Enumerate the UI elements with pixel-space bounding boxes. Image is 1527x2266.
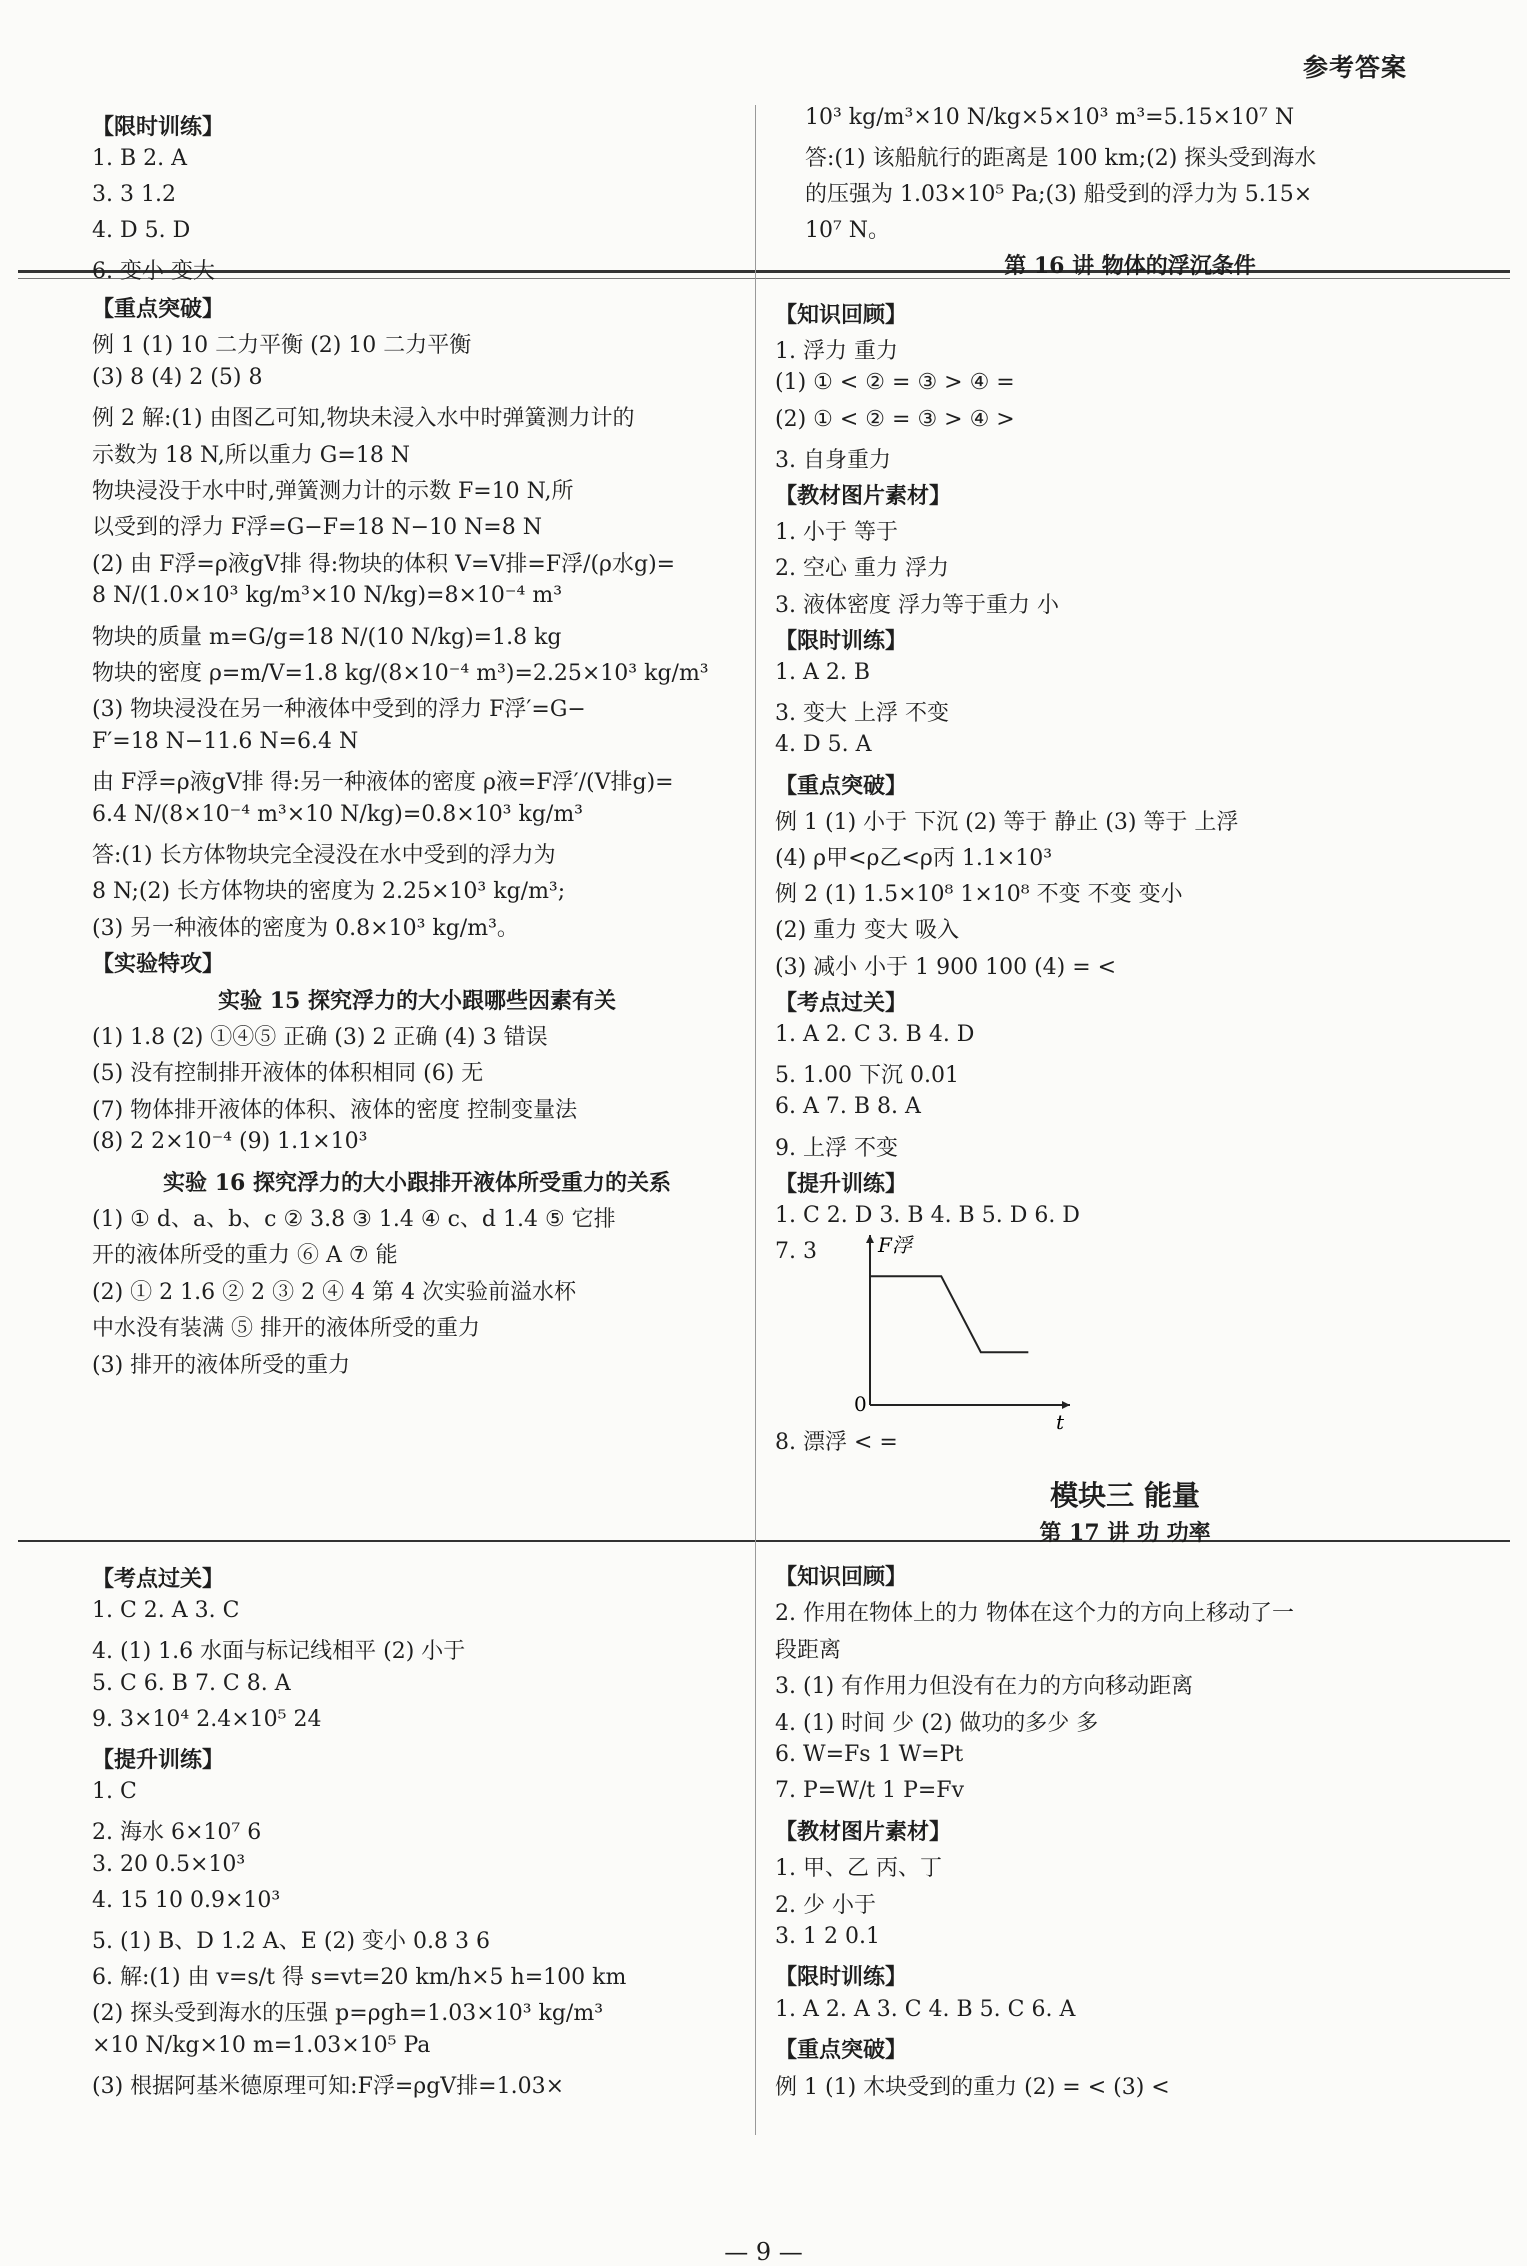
right-top-line: 10⁷ N。 [805,218,891,243]
left-mid-line: (2) 由 F浮=ρ液gV排 得:物块的体积 V=V排=F浮/(ρ水g)= [92,551,676,577]
right-mid-line: 8. 漂浮 < = [775,1430,898,1456]
left-bottom-line: (2) 探头受到海水的压强 p=ρgh=1.03×10³ kg/m³ [92,2001,604,2027]
right-mid-line: 【限时训练】 [775,627,908,654]
left-mid-line: 以受到的浮力 F浮=G−F=18 N−10 N=8 N [92,515,542,541]
buoyancy-time-chart [850,1230,1080,1430]
right-mid-line: 1. A 2. C 3. B 4. D [775,1022,975,1047]
left-mid-line: (3) 8 (4) 2 (5) 8 [92,364,263,390]
left-mid-line: (3) 另一种液体的密度为 0.8×10³ kg/m³。 [92,915,519,941]
right-mid-line: 例 1 (1) 小于 下沉 (2) 等于 静止 (3) 等于 上浮 [775,809,1239,835]
left-bottom-line: 5. C 6. B 7. C 8. A [92,1670,291,1696]
right-mid-line: 模块三 能量 [1050,1478,1200,1512]
right-bottom-line: 例 1 (1) 木块受到的重力 (2) = < (3) < [775,2074,1170,2100]
right-bottom-line: 段距离 [775,1637,842,1663]
right-mid-line: (1) ① < ② = ③ > ④ = [775,370,1015,396]
right-bottom-line: 【限时训练】 [775,1964,908,1991]
right-bottom-line: 3. (1) 有作用力但没有在力的方向移动距离 [775,1674,1194,1700]
left-mid-line: 实验 16 探究浮力的大小跟排开液体所受重力的关系 [163,1169,671,1196]
right-mid-line: 第 17 讲 功 功率 [1039,1519,1211,1546]
left-mid-line: (3) 物块浸没在另一种液体中受到的浮力 F浮′=G− [92,697,586,723]
left-top-line: 1. B 2. A [92,146,188,171]
left-bottom-line: 【提升训练】 [92,1747,225,1773]
x-axis-arrow [1062,1401,1070,1409]
left-mid-line: 【重点突破】 [92,296,225,322]
left-mid-line: (1) ① d、a、b、c ② 3.8 ③ 1.4 ④ c、d 1.4 ⑤ 它排 [92,1207,616,1232]
left-mid-line: 物块的密度 ρ=m/V=1.8 kg/(8×10⁻⁴ m³)=2.25×10³ kg/m³ [92,661,709,686]
left-mid-line: 开的液体所受的重力 ⑥ A ⑦ 能 [92,1243,398,1269]
right-top-line: 的压强为 1.03×10⁵ Pa;(3) 船受到的浮力为 5.15× [805,182,1313,207]
right-bottom-line: 【重点突破】 [775,2037,908,2064]
left-top-line: 4. D 5. D [92,218,191,243]
left-top-line: 【限时训练】 [92,114,225,140]
right-bottom-line: 6. W=Fs 1 W=Pt [775,1742,964,1767]
right-bottom-line: 【教材图片素材】 [775,1818,952,1845]
x-axis-label: t [1056,1410,1065,1430]
right-mid-line: 2. 空心 重力 浮力 [775,556,949,582]
right-mid-line: 3. 自身重力 [775,447,891,473]
right-mid-line: 5. 1.00 下沉 0.01 [775,1063,959,1089]
right-mid-line: 4. D 5. A [775,732,872,758]
column-divider [755,105,756,2135]
right-bottom-line: 【知识回顾】 [775,1564,908,1590]
left-mid-line: (1) 1.8 (2) ①④⑤ 正确 (3) 2 正确 (4) 3 错误 [92,1025,548,1050]
left-mid-line: (8) 2 2×10⁻⁴ (9) 1.1×10³ [92,1129,368,1155]
left-bottom-line: 1. C 2. A 3. C [92,1598,240,1624]
y-axis-arrow [866,1235,874,1243]
left-mid-line: (5) 没有控制排开液体的体积相同 (6) 无 [92,1061,484,1087]
right-mid-line: 例 2 (1) 1.5×10⁸ 1×10⁸ 不变 不变 变小 [775,882,1183,908]
left-mid-line: 物块浸没于水中时,弹簧测力计的示数 F=10 N,所 [92,479,574,504]
left-mid-line: 实验 15 探究浮力的大小跟哪些因素有关 [218,987,616,1014]
left-mid-line: (2) ① 2 1.6 ② 2 ③ 2 ④ 4 第 4 次实验前溢水杯 [92,1279,577,1305]
left-mid-line: 8 N;(2) 长方体物块的密度为 2.25×10³ kg/m³; [92,879,566,905]
series-line [870,1276,1028,1405]
left-bottom-line: 2. 海水 6×10⁷ 6 [92,1820,262,1846]
right-mid-line: 1. 小于 等于 [775,520,898,546]
left-mid-line: 中水没有装满 ⑤ 排开的液体所受的重力 [92,1316,480,1342]
right-mid-line: 【重点突破】 [775,772,908,799]
left-bottom-line: 4. (1) 1.6 水面与标记线相平 (2) 小于 [92,1639,466,1665]
left-mid-line: 6.4 N/(8×10⁻⁴ m³×10 N/kg)=0.8×10³ kg/m³ [92,801,584,827]
page-number: — 9 — [724,2238,803,2266]
right-mid-line: (3) 减小 小于 1 900 100 (4) = < [775,954,1117,980]
right-top-line: 答:(1) 该船航行的距离是 100 km;(2) 探头受到海水 [805,146,1317,171]
right-bottom-line: 3. 1 2 0.1 [775,1924,880,1949]
right-mid-line: 1. 浮力 重力 [775,339,898,365]
left-mid-line: 答:(1) 长方体物块完全浸没在水中受到的浮力为 [92,843,556,868]
left-mid-line: 示数为 18 N,所以重力 G=18 N [92,442,411,468]
left-bottom-line: 1. C [92,1779,137,1805]
left-bottom-line: ×10 N/kg×10 m=1.03×10⁵ Pa [92,2032,431,2058]
origin-label: 0 [854,1392,867,1416]
left-bottom-line: 5. (1) B、D 1.2 A、E (2) 变小 0.8 3 6 [92,1929,490,1954]
right-bottom-line: 7. P=W/t 1 P=Fv [775,1778,964,1804]
left-mid-line: F′=18 N−11.6 N=6.4 N [92,728,359,754]
right-mid-line: 【考点过关】 [775,989,908,1016]
right-mid-line: 【提升训练】 [775,1170,908,1197]
right-mid-line: 3. 液体密度 浮力等于重力 小 [775,592,1059,618]
right-mid-line: 9. 上浮 不变 [775,1135,898,1161]
left-mid-line: 例 2 解:(1) 由图乙可知,物块未浸入水中时弹簧测力计的 [92,406,635,432]
left-mid-line: 例 1 (1) 10 二力平衡 (2) 10 二力平衡 [92,333,472,359]
left-bottom-line: (3) 根据阿基米德原理可知:F浮=ρgV排=1.03× [92,2073,565,2099]
right-bottom-line: 1. A 2. A 3. C 4. B 5. C 6. A [775,1996,1076,2022]
right-mid-line: 1. C 2. D 3. B 4. B 5. D 6. D [775,1203,1080,1228]
right-top-line: 10³ kg/m³×10 N/kg×5×10³ m³=5.15×10⁷ N [805,105,1295,130]
left-top-line: 3. 3 1.2 [92,182,176,207]
right-bottom-line: 4. (1) 时间 少 (2) 做功的多少 多 [775,1710,1099,1736]
right-mid-line: 【知识回顾】 [775,302,908,328]
right-mid-line: (4) ρ甲<ρ乙<ρ丙 1.1×10³ [775,846,1053,871]
left-bottom-line: 【考点过关】 [92,1566,225,1592]
right-bottom-line: 1. 甲、乙 丙、丁 [775,1856,942,1882]
right-bottom-line: 2. 作用在物体上的力 物体在这个力的方向上移动了一 [775,1601,1294,1627]
left-bottom-line: 4. 15 10 0.9×10³ [92,1887,281,1913]
left-mid-line: (7) 物体排开液体的体积、液体的密度 控制变量法 [92,1097,578,1123]
right-top-line: 第 16 讲 物体的浮沉条件 [1004,253,1256,279]
y-axis-label: F浮 [878,1233,912,1257]
right-mid-line: 【教材图片素材】 [775,483,952,509]
right-mid-line: (2) 重力 变大 吸入 [775,918,960,944]
left-bottom-line: 6. 解:(1) 由 v=s/t 得 s=vt=20 km/h×5 h=100 km [92,1965,627,1991]
right-mid-line: (2) ① < ② = ③ > ④ > [775,406,1015,432]
left-mid-line: (3) 排开的液体所受的重力 [92,1352,351,1378]
left-bottom-line: 9. 3×10⁴ 2.4×10⁵ 24 [92,1706,322,1732]
right-mid-line: 7. 3 [775,1239,817,1265]
left-bottom-line: 3. 20 0.5×10³ [92,1851,246,1877]
left-mid-line: 8 N/(1.0×10³ kg/m³×10 N/kg)=8×10⁻⁴ m³ [92,583,563,609]
right-mid-line: 1. A 2. B [775,660,871,685]
right-mid-line: 6. A 7. B 8. A [775,1094,921,1120]
right-bottom-line: 2. 少 小于 [775,1892,876,1918]
left-top-line: 6. 变小 变大 [92,259,215,284]
left-mid-line: 由 F浮=ρ液gV排 得:另一种液体的密度 ρ液=F浮′/(V排g)= [92,770,674,796]
left-mid-line: 物块的质量 m=G/g=18 N/(10 N/kg)=1.8 kg [92,624,562,650]
page-header-title: 参考答案 [1302,53,1407,82]
right-mid-line: 3. 变大 上浮 不变 [775,701,949,727]
left-mid-line: 【实验特攻】 [92,951,225,978]
